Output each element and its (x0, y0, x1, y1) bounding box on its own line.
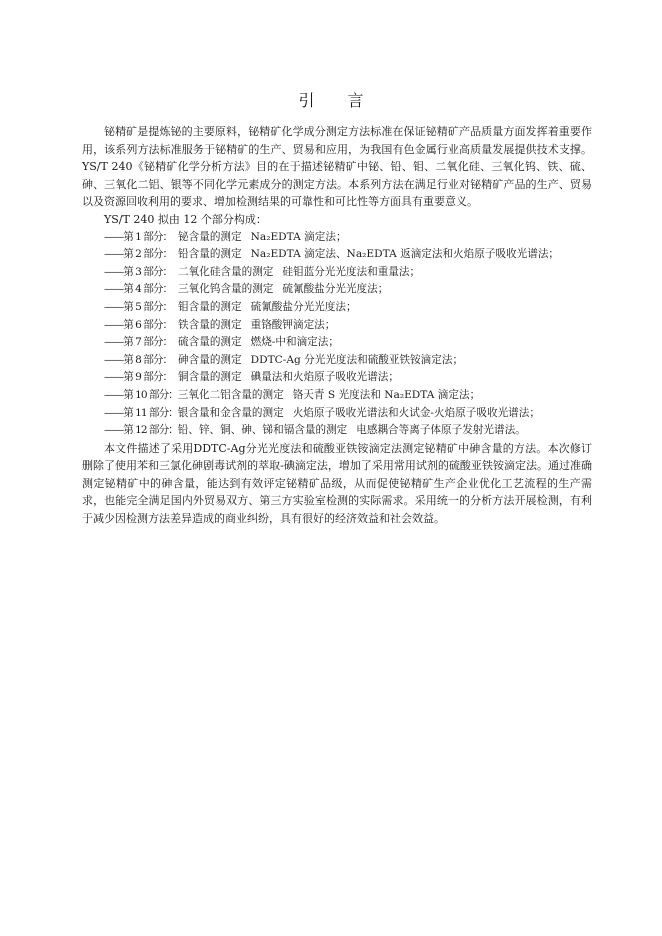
part-label: ——第 2 部分： (104, 248, 173, 261)
part-item: 铁含量的测定 (178, 318, 242, 331)
list-item (82, 422, 592, 440)
part-label: ——第 4 部分： (104, 283, 173, 296)
list-item (82, 387, 592, 405)
part-method: 燃烧-中和滴定法； (250, 336, 339, 349)
part-item: 硫含量的测定 (178, 336, 242, 349)
part-item: 砷含量的测定 (178, 353, 242, 366)
part-method: 硫氰酸盐分光光度法； (282, 283, 389, 296)
part-item: 银含量和金含量的测定 (177, 406, 284, 419)
part-method: 硫氰酸盐分光光度法； (250, 300, 357, 313)
part-label: ——第 7 部分： (104, 336, 173, 349)
part-method: Na₂EDTA 滴定法、Na₂EDTA 返滴定法和火焰原子吸收光谱法； (250, 248, 560, 261)
part-item: 铅、锌、铜、砷、锑和镉含量的测定 (177, 424, 348, 437)
part-method: 电感耦合等离子体原子发射光谱法。 (356, 424, 526, 437)
parts-intro: YS/T 240 拟由 12 个部分构成： (104, 212, 267, 226)
part-label: ——第 8 部分： (104, 353, 173, 366)
part-item: 铋含量的测定 (178, 230, 242, 243)
part-item: 二氧化硅含量的测定 (178, 265, 274, 278)
part-method: 碘量法和火焰原子吸收光谱法； (250, 371, 399, 384)
list-item (82, 405, 592, 423)
part-method: DDTC-Ag 分光光度法和硫酸亚铁铵滴定法； (250, 353, 464, 366)
part-method: Na₂EDTA 滴定法； (250, 230, 347, 243)
part-label: ——第 3 部分： (104, 265, 173, 278)
part-label: ——第 5 部分： (104, 300, 173, 313)
part-item: 三氧化二铝含量的测定 (177, 388, 284, 401)
part-item: 铅含量的测定 (178, 248, 242, 261)
part-label: ——第 10 部分： (104, 388, 178, 401)
part-label: ——第 6 部分： (104, 318, 173, 331)
list-item (82, 264, 592, 282)
part-label: ——第 12 部分： (104, 424, 178, 437)
part-label: ——第 1 部分： (104, 230, 173, 243)
part-method: 硅钼蓝分光光度法和重量法； (282, 265, 421, 278)
list-item (82, 229, 592, 247)
list-item (82, 281, 592, 299)
list-item (82, 246, 592, 264)
list-item (82, 317, 592, 335)
part-item: 三氧化钨含量的测定 (178, 283, 274, 296)
page-title: 引 言 (298, 91, 378, 110)
intro-paragraph: 铋精矿是提炼铋的主要原料，铋精矿化学成分测定方法标准在保证铋精矿产品质量方面发挥着重要作用，该系列方法标准服务于铋精矿的生产、贸易和应用，为我国有色金属行业高质量发展提供技术支撑。YS/T 240《铋精矿化学分析方法》目的在于描述铋精矿中铋、铅、钼、二氧化硅、三氧化钨、铁、硫、砷、三氧化二铝、银等不同化学元素成分的测定方法。本系列方法在满足行业对铋精矿产品的生产、贸易以及资源回收利用的要求、增加检测结果的可靠性和可比性等方面具有重要意义。 (82, 125, 592, 209)
part-method: 重铬酸钾滴定法； (250, 318, 336, 331)
part-item: 铜含量的测定 (178, 371, 242, 384)
part-method: 铬天青 S 光度法和 Na₂EDTA 滴定法； (292, 388, 481, 401)
list-item (82, 369, 592, 387)
scope-paragraph: 本文件描述了采用DDTC-Ag分光光度法和硫酸亚铁铵滴定法测定铋精矿中砷含量的方法。本次修订删除了使用苯和三氯化砷剧毒试剂的萃取-碘滴定法，增加了采用常用试剂的硫酸亚铁铵滴定法。通过准确测定铋精矿中的砷含量，能达到有效评定铋精矿品级，从而促使铋精矿生产企业优化工艺流程的生产需求，也能完全满足国内外贸易双方、第三方实验室检测的实际需求。采用统一的分析方法开展检测，有利于减少因检测方法差异造成的商业纠纷，具有很好的经济效益和社会效益。 (82, 441, 592, 526)
part-label: ——第 9 部分： (104, 371, 173, 384)
list-item (82, 352, 592, 370)
list-item (82, 334, 592, 352)
list-item (82, 299, 592, 317)
part-label: ——第 11 部分： (104, 406, 178, 419)
document-body (82, 123, 592, 528)
part-method: 火焰原子吸收光谱法和火试金-火焰原子吸收光谱法； (292, 406, 540, 419)
parts-list (82, 229, 592, 440)
part-item: 钼含量的测定 (178, 300, 242, 313)
